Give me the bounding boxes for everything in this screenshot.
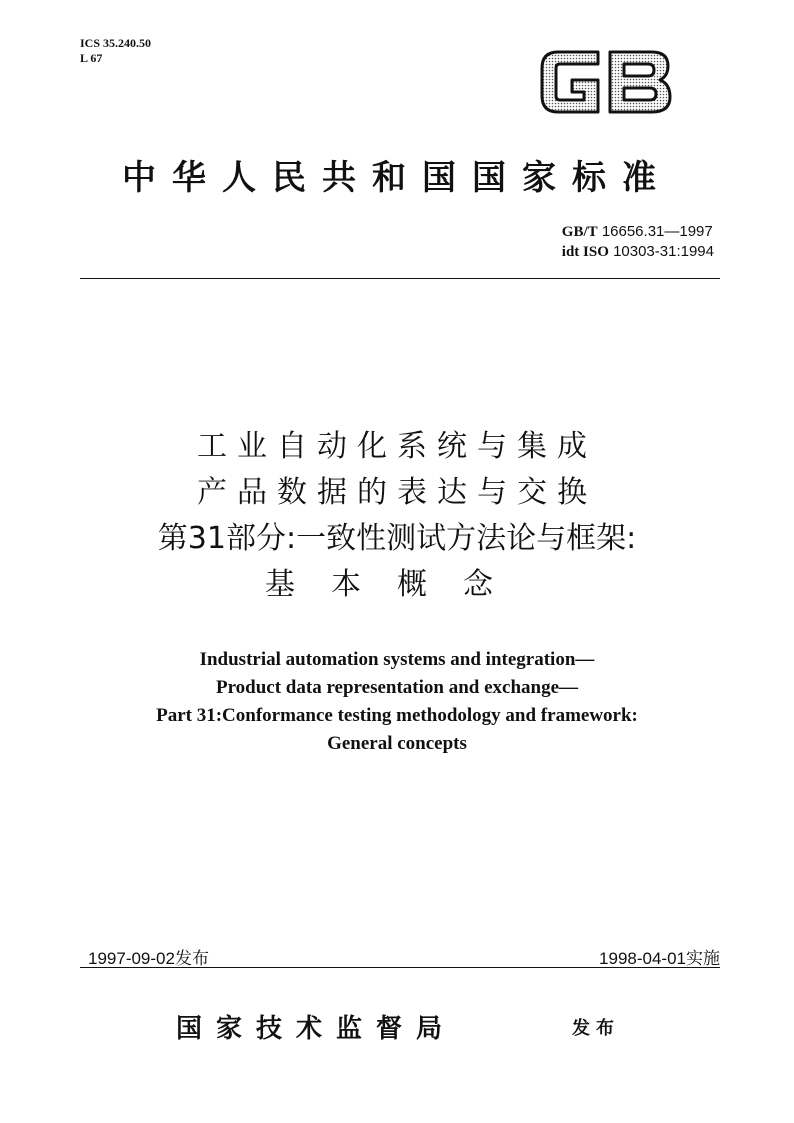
implementation-date: 1998-04-01实施 — [599, 949, 720, 968]
standard-prefix: GB/T — [561, 224, 598, 240]
english-title-line-1: Industrial automation systems and integration— — [199, 649, 595, 670]
idt-prefix: idt ISO — [561, 244, 609, 260]
top-divider — [80, 278, 720, 279]
ccs-code: L 67 — [80, 51, 103, 65]
ics-code: ICS 35.240.50 — [80, 36, 152, 50]
standard-number: 16656.31—1997 — [601, 223, 713, 240]
chinese-title-line-2: 产品数据的表达与交换 — [197, 475, 597, 510]
national-standard-title: 中华人民共和国国家标准 — [122, 158, 672, 198]
standard-code-line — [562, 222, 714, 242]
bottom-divider — [80, 967, 720, 968]
classification-codes — [80, 36, 151, 66]
issue-date: 1997-09-02发布 — [88, 949, 209, 968]
chinese-title-line-3: 第31部分:一致性测试方法论与框架: — [157, 521, 637, 556]
chinese-title-line-4: 基本概念 — [265, 567, 529, 602]
english-title-line-4: General concepts — [327, 733, 467, 754]
issuing-authority: 国家技术监督局 — [176, 1014, 457, 1044]
idt-number: 10303-31:1994 — [613, 243, 714, 260]
english-title-line-3: Part 31:Conformance testing methodology and framework: — [156, 705, 638, 726]
idt-code-line — [562, 242, 714, 262]
english-title — [40, 646, 754, 758]
chinese-title-line-1: 工业自动化系统与集成 — [197, 429, 597, 464]
issue-action: 发布 — [572, 1018, 620, 1039]
standard-code-block — [562, 222, 714, 262]
chinese-title — [40, 424, 754, 608]
gb-logo-icon — [536, 42, 676, 122]
english-title-line-2: Product data representation and exchange— — [215, 677, 579, 698]
